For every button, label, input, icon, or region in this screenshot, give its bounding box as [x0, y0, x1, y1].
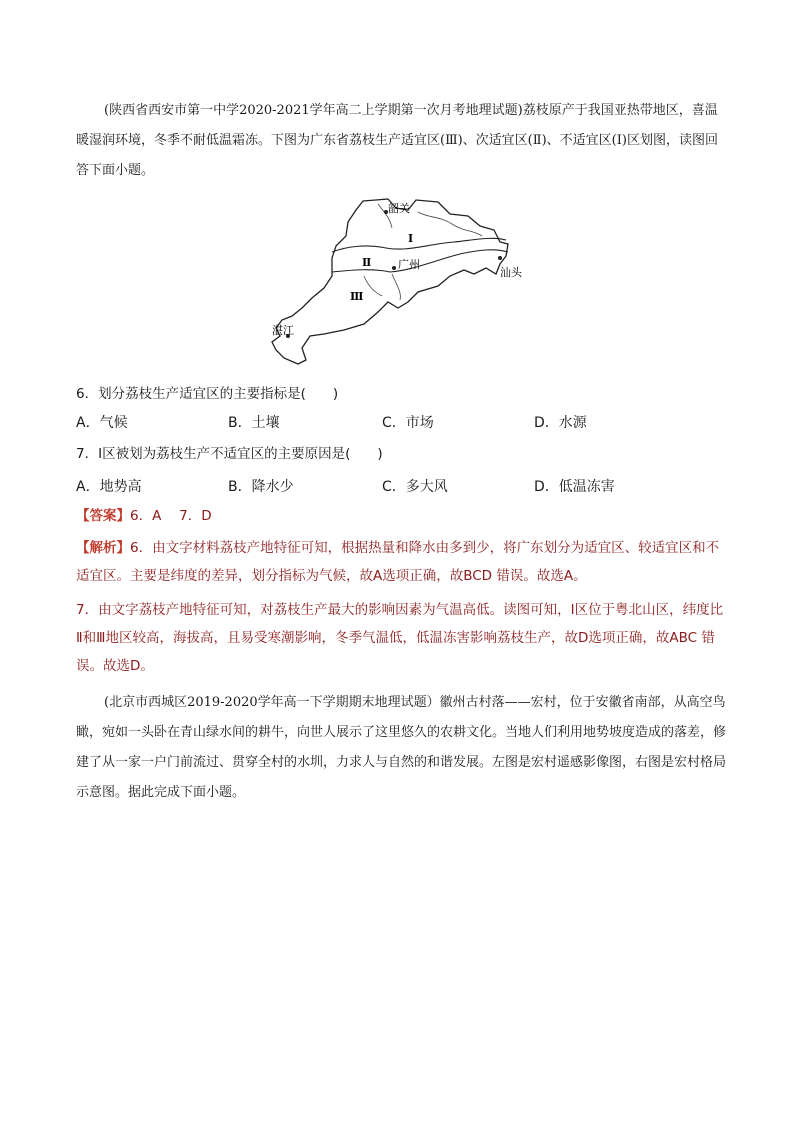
q6-option-a[interactable]: A．气候: [76, 415, 128, 431]
q7-option-a[interactable]: A．地势高: [76, 479, 142, 495]
zone-label-2: Ⅱ: [362, 256, 372, 269]
zone-label-1: Ⅰ: [408, 232, 414, 245]
zone-label-3: Ⅲ: [350, 290, 364, 303]
analysis-tag: 【解析】: [76, 540, 130, 556]
city-zhanjiang: 湛江: [272, 324, 294, 337]
guangdong-lychee-zoning-map: [268, 196, 526, 368]
city-guangzhou: 广州: [398, 258, 420, 271]
q7-option-c[interactable]: C．多大风: [382, 479, 448, 495]
city-shaoguan: 韶关: [388, 202, 410, 215]
city-shantou: 汕头: [500, 266, 522, 279]
q7-option-b[interactable]: B．降水少: [228, 479, 294, 495]
question-6-stem: 6．划分荔枝生产适宜区的主要指标是( ): [76, 386, 339, 402]
analysis-6: [76, 534, 726, 590]
analysis-7-text: 7．由文字荔枝产地特征可知，对荔枝生产最大的影响因素为气温高低。读图可知，Ⅰ区位于粤北山区，纬度比Ⅱ和Ⅲ地区较高，海拔高，且易受寒潮影响，冬季气温低，低温冻害影响荔枝生产，故D选项正确，故ABC 错误。故选D。: [76, 602, 724, 674]
question-7-stem: 7．Ⅰ区被划为荔枝生产不适宜区的主要原因是( ): [76, 446, 383, 462]
answer-tag: 【答案】: [76, 508, 130, 524]
answer-line: [76, 502, 726, 530]
answer-text: 6．A 7．D: [130, 508, 212, 524]
inner-contour-3: [392, 274, 400, 300]
q6-option-d[interactable]: D．水源: [534, 415, 587, 431]
zone-boundary-north: [332, 238, 506, 252]
q6-option-c[interactable]: C．市场: [382, 415, 434, 431]
inner-contour-1: [418, 212, 482, 236]
inner-contour-4: [364, 276, 382, 296]
guangdong-outline: [272, 199, 508, 364]
intro-paragraph-2: (北京市西城区2019-2020学年高一下学期期末地理试题）徽州古村落——宏村，位于安徽省南部，从高空鸟瞰，宛如一头卧在青山绿水间的耕牛，向世人展示了这里悠久的农耕文化。当地人们利用地势坡度造成的落差，修建了从一家一户门前流过、贯穿全村的水圳，力求人与自然的和谐发展。左图是宏村遥感影像图，右图是宏村格局示意图。据此完成下面小题。: [76, 695, 727, 800]
guangzhou-marker: [392, 266, 396, 270]
analysis-6-text: 6．由文字材料荔枝产地特征可知，根据热量和降水由多到少，将广东划分为适宜区、较适宜区和不适宜区。主要是纬度的差异，划分指标为气候，故A选项正确，故BCD 错误。故选A。: [76, 540, 720, 584]
zone-boundary-south: [332, 250, 508, 272]
shantou-marker: [498, 256, 502, 260]
intro-paragraph-1: (陕西省西安市第一中学2020-2021学年高二上学期第一次月考地理试题)荔枝原产于我国亚热带地区，喜温暖湿润环境，冬季不耐低温霜冻。下图为广东省荔枝生产适宜区(Ⅲ)、次适宜区(Ⅱ)、不适宜区(Ⅰ)区划图，读图回答下面小题。: [76, 103, 718, 178]
q7-option-d[interactable]: D．低温冻害: [534, 479, 615, 495]
q6-option-b[interactable]: B．土壤: [228, 415, 280, 431]
